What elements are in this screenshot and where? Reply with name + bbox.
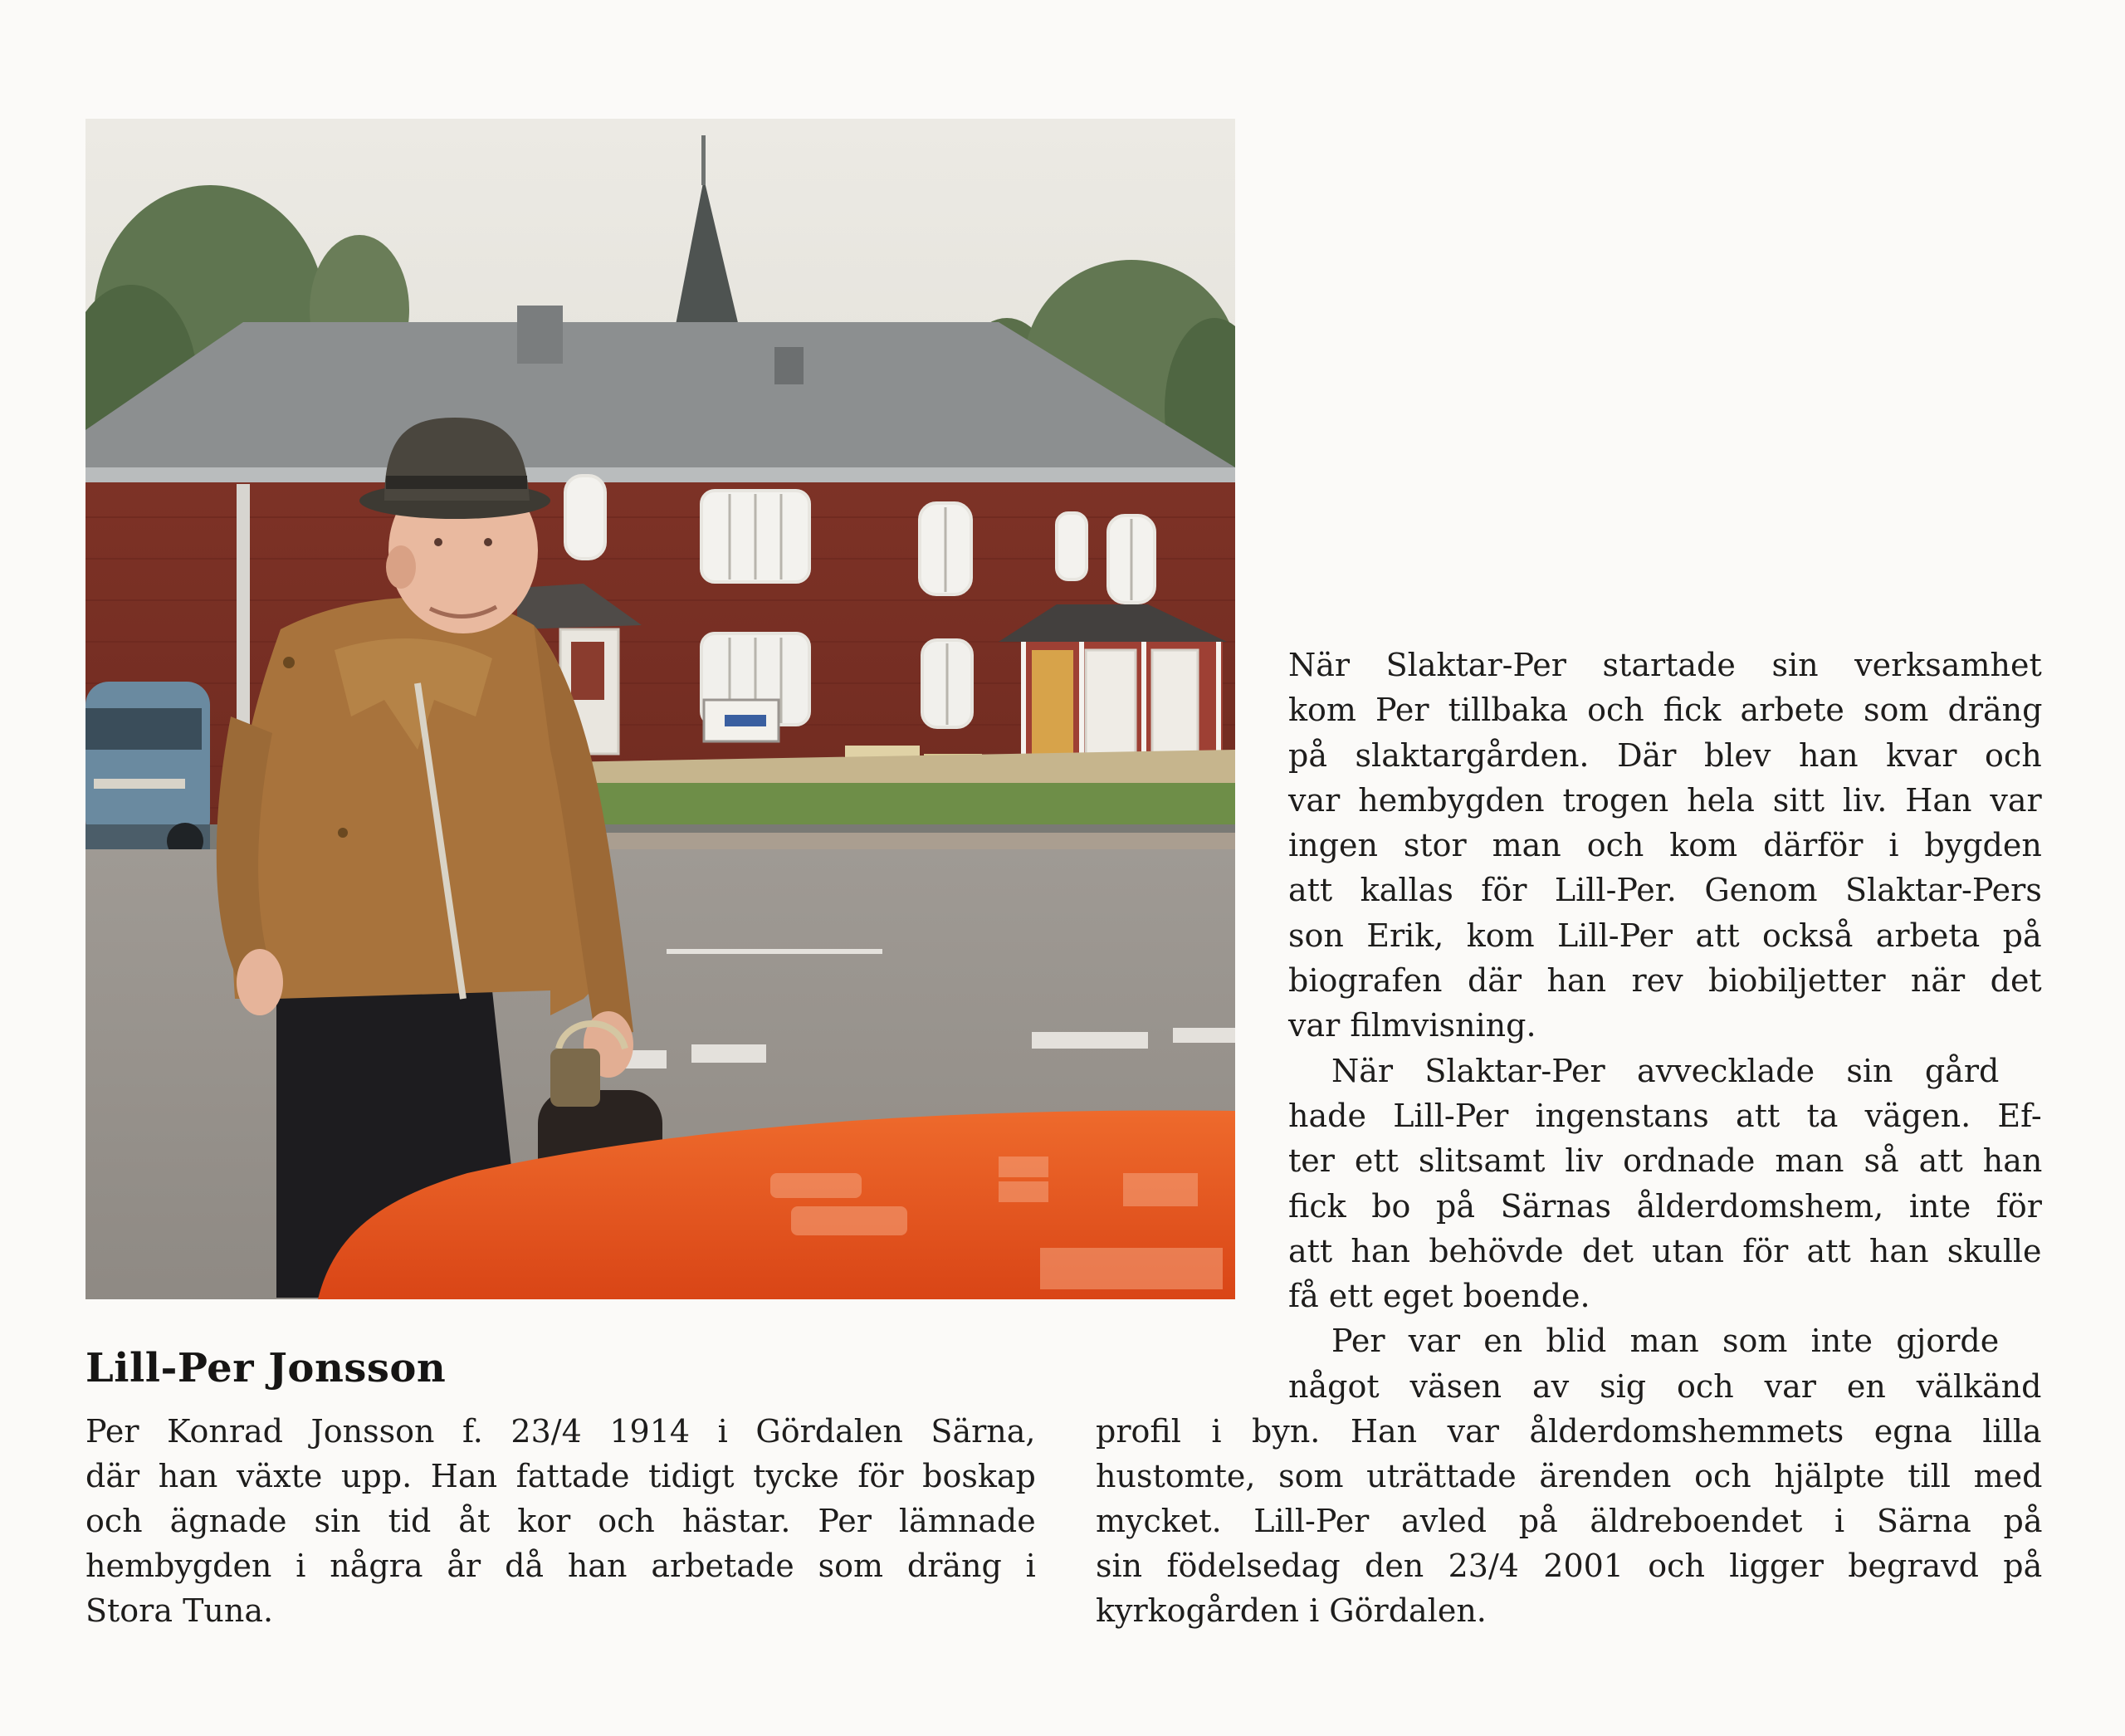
caption-title: Lill-Per Jonsson — [85, 1345, 447, 1391]
caption-line: och ägnade sin tid åt kor och hästar. Per lämnade — [85, 1503, 1036, 1539]
caption-line: där han växte upp. Han fattade tidigt tycke för boskap — [85, 1458, 1036, 1494]
caption-body — [85, 1409, 1036, 1633]
caption-line: hembygden i några år då han arbetade som dräng i — [85, 1548, 1036, 1584]
article-line: När Slaktar-Per avvecklade sin gård — [1331, 1052, 2000, 1089]
van — [85, 682, 210, 859]
article-line: När Slaktar-Per startade sin verksamhet — [1288, 647, 2042, 683]
article-line: mycket. Lill-Per avled på äldreboendet i Särna på — [1096, 1503, 2043, 1539]
article-line: hustomte, som uträttade ärenden och hjälpte till med — [1096, 1458, 2043, 1494]
article-line: få ett eget boende. — [1288, 1278, 1590, 1315]
article-bottom — [1096, 1364, 2042, 1633]
article-line: biografen där han rev biobiljetter när det — [1288, 962, 2042, 1000]
article-line: hade Lill-Per ingenstans att ta vägen. Ef- — [1288, 1097, 2042, 1134]
caption-line: Stora Tuna. — [85, 1592, 274, 1629]
article-line: var hembygden trogen hela sitt liv. Han var — [1288, 781, 2042, 819]
article-line: sin födelsedag den 23/4 2001 och ligger begravd på — [1096, 1548, 2043, 1584]
article-line: ter ett slitsamt liv ordnade man så att han — [1288, 1142, 2043, 1180]
article-line: att kallas för Lill-Per. Genom Slaktar-Pers — [1288, 872, 2042, 909]
article-line: att han behövde det utan för att han skulle — [1288, 1232, 2042, 1269]
article-line: fick bo på Särnas ålderdomshem, inte för — [1288, 1187, 2042, 1225]
article-line: på slaktargården. Där blev han kvar och — [1288, 736, 2042, 774]
article-line: kom Per tillbaka och fick arbete som dräng — [1288, 692, 2043, 729]
article-line: kyrkogården i Gördalen. — [1096, 1592, 1487, 1629]
portrait-photo — [85, 119, 1235, 1299]
article-line: något väsen av sig och var en välkänd — [1288, 1368, 2042, 1405]
article-line: Per var en blid man som inte gjorde — [1331, 1323, 2000, 1360]
photo-illustration — [85, 119, 1235, 1299]
article-line: ingen stor man och kom därför i bygden — [1288, 827, 2042, 864]
article-line: son Erik, kom Lill-Per att också arbeta på — [1288, 917, 2042, 954]
article-line: profil i byn. Han var ålderdomshemmets egna lilla — [1096, 1413, 2042, 1450]
article-line: var filmvisning. — [1288, 1007, 1536, 1044]
article-column — [1288, 643, 2042, 1364]
caption-line: Per Konrad Jonsson f. 23/4 1914 i Gördalen Särna, — [85, 1413, 1036, 1450]
